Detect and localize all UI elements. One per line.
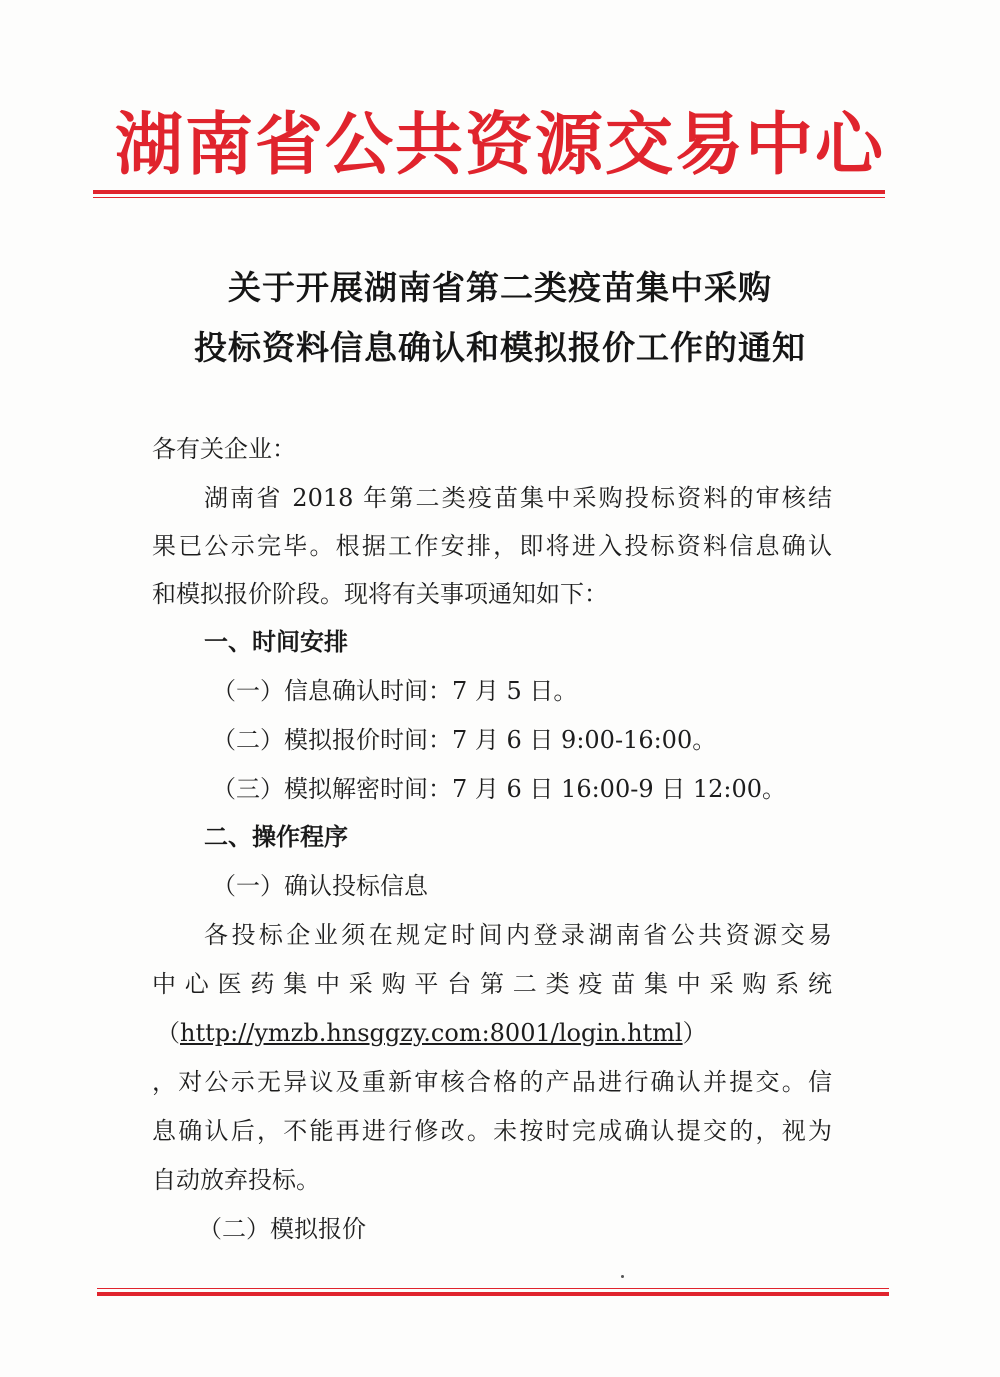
document-title-line2: 投标资料信息确认和模拟报价工作的通知	[194, 328, 806, 367]
footer-rule-thick	[97, 1292, 889, 1296]
footer-rule-thin	[97, 1288, 889, 1289]
section2-para-line2: 中心医药集中采购平台第二类疫苗集中采购系统	[152, 970, 832, 998]
document-title-line1: 关于开展湖南省第二类疫苗集中采购	[228, 268, 772, 307]
salutation: 各有关企业：	[152, 435, 296, 463]
masthead-rule-thin	[93, 197, 885, 198]
masthead-rule-thick	[93, 190, 885, 194]
section1-heading: 一、时间安排	[204, 628, 348, 656]
masthead-organization: 湖南省公共资源交易中心	[114, 106, 885, 185]
intro-line-2: 果已公示完毕。根据工作安排，即将进入投标资料信息确认	[152, 532, 832, 560]
portal-url-link[interactable]: http://ymzb.hnsggzy.com:8001/login.html	[180, 1019, 683, 1047]
url-open-paren: （	[156, 1019, 180, 1047]
section1-item-3: （三）模拟解密时间：7 月 6 日 16:00-9 日 12:00。	[212, 775, 787, 803]
portal-link-line	[156, 1016, 836, 1050]
section2-sub1: （一）确认投标信息	[212, 872, 428, 900]
scan-speck	[621, 1275, 624, 1278]
intro-line-1: 湖南省 2018 年第二类疫苗集中采购投标资料的审核结	[204, 484, 832, 512]
section2-para-line3: ，对公示无异议及重新审核合格的产品进行确认并提交。信	[152, 1068, 832, 1096]
section2-sub2: （二）模拟报价	[198, 1215, 366, 1243]
section1-item-2: （二）模拟报价时间：7 月 6 日 9:00-16:00。	[212, 726, 717, 754]
intro-line-3: 和模拟报价阶段。现将有关事项通知如下：	[152, 580, 608, 608]
url-close-paren: ）	[682, 1019, 707, 1047]
section2-para-line5: 自动放弃投标。	[152, 1166, 320, 1194]
section2-heading: 二、操作程序	[204, 823, 348, 851]
section2-para-line4: 息确认后，不能再进行修改。未按时完成确认提交的，视为	[152, 1117, 832, 1145]
section1-item-1: （一）信息确认时间：7 月 5 日。	[212, 677, 578, 705]
section2-para-line1: 各投标企业须在规定时间内登录湖南省公共资源交易	[204, 921, 832, 949]
